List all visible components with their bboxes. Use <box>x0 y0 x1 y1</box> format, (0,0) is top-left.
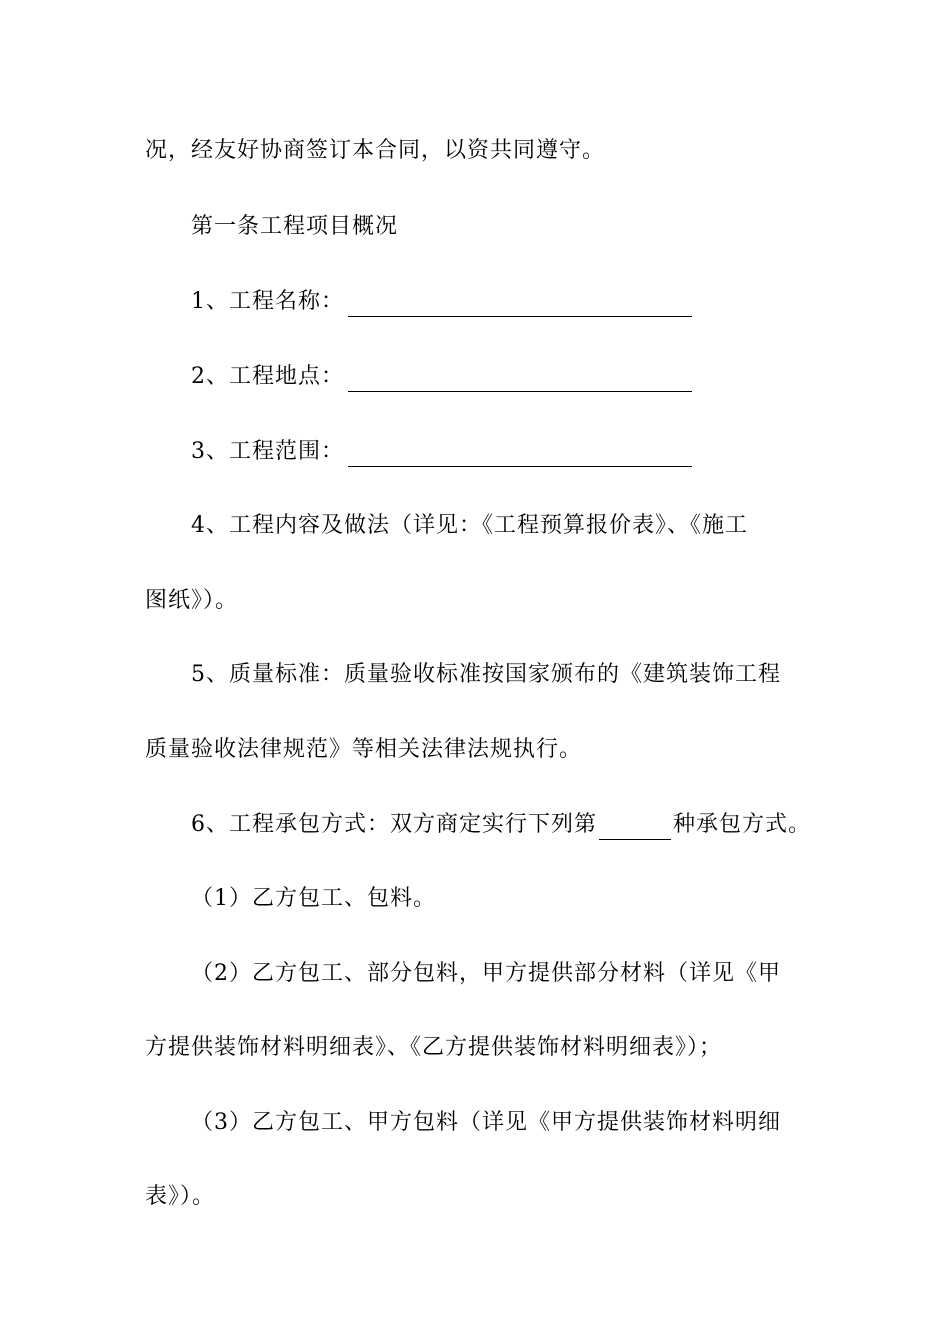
label: 2、工程地点： <box>191 364 344 389</box>
project-scope-row <box>191 437 692 467</box>
paragraph-intro-continuation <box>145 136 605 166</box>
project-name-row <box>191 287 692 317</box>
item-5-line-2 <box>145 735 582 765</box>
option-1-line <box>191 884 436 914</box>
option-2-line-1 <box>191 959 781 989</box>
article-1-heading <box>191 212 398 242</box>
text: 质量验收法律规范》等相关法律法规执行。 <box>145 737 583 762</box>
text: 第一条工程项目概况 <box>191 214 399 239</box>
item-6-line <box>191 810 811 840</box>
item-4-line-2 <box>145 586 238 616</box>
label: 3、工程范围： <box>191 439 344 464</box>
text: 种承包方式。 <box>673 812 812 837</box>
project-scope-blank <box>348 442 692 467</box>
contract-method-blank <box>599 815 671 840</box>
item-5-line-1 <box>191 660 781 690</box>
project-location-blank <box>348 367 692 392</box>
text: （1）乙方包工、包料。 <box>191 886 436 911</box>
text: 图纸》）。 <box>145 588 239 613</box>
project-name-blank <box>348 292 692 317</box>
text: 方提供装饰材料明细表》、《乙方提供装饰材料明细表》）； <box>145 1035 723 1060</box>
text: 表》）。 <box>145 1184 216 1209</box>
label: 1、工程名称： <box>191 289 344 314</box>
option-3-line-2 <box>145 1182 215 1212</box>
text: 6、工程承包方式：双方商定实行下列第 <box>191 812 597 837</box>
text: （2）乙方包工、部分包料，甲方提供部分材料（详见《甲 <box>191 961 781 986</box>
project-location-row <box>191 362 692 392</box>
text: 4、工程内容及做法（详见：《工程预算报价表》、《施工 <box>191 513 748 538</box>
option-2-line-2 <box>145 1033 722 1063</box>
option-3-line-1 <box>191 1108 781 1138</box>
text: 5、质量标准：质量验收标准按国家颁布的《建筑装饰工程 <box>191 662 781 687</box>
text: （3）乙方包工、甲方包料（详见《甲方提供装饰材料明细 <box>191 1110 781 1135</box>
item-4-line-1 <box>191 511 748 541</box>
text: 况，经友好协商签订本合同，以资共同遵守。 <box>145 138 606 163</box>
